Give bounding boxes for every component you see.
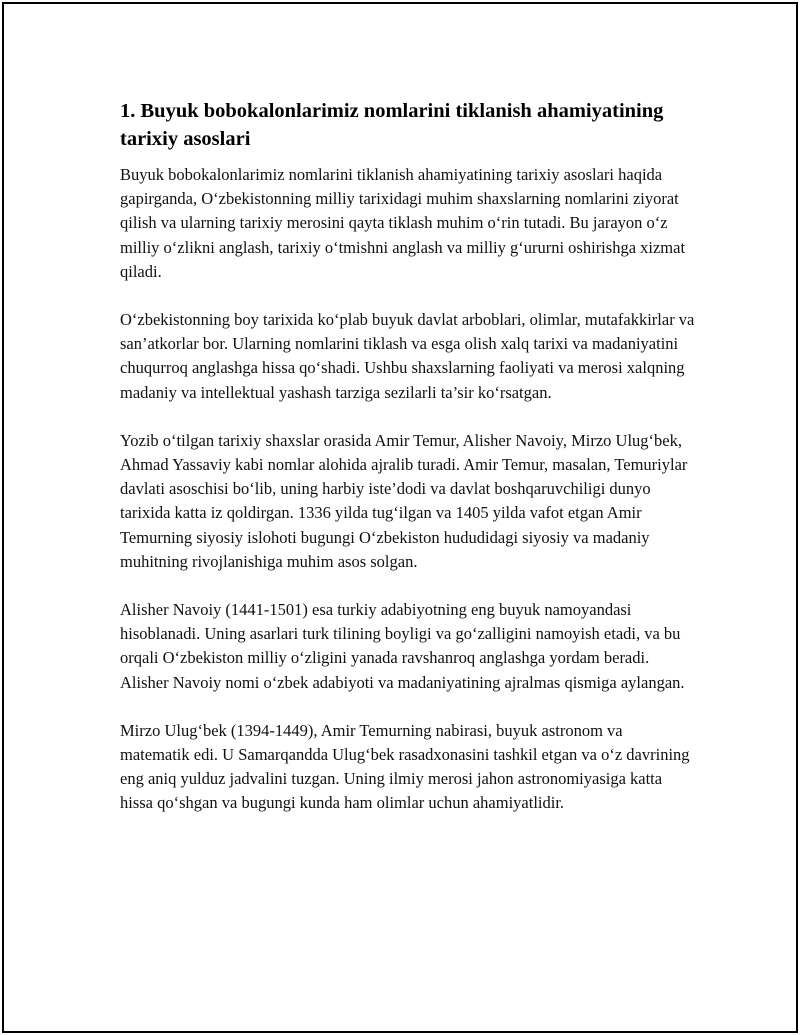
document-body [120,97,695,840]
paragraph-intro: Buyuk bobokalonlarimiz nomlarini tiklanish ahamiyatining tarixiy asoslari haqida gapirganda, O‘zbekistonning milliy tarixidagi muhim shaxslarning nomlarini ziyorat qilish va ularning tarixiy merosini qayta tiklash muhim o‘rin tutadi. Bu jarayon o‘z milliy o‘zlikni anglash, tarixiy o‘tmishni anglash va milliy g‘ururni oshirishga xizmat qiladi. [120,165,686,281]
document-page [2,2,798,1033]
paragraph-mirzo-ulugbek: Mirzo Ulug‘bek (1394-1449), Amir Temurning nabirasi, buyuk astronom va matematik edi. U Samarqandda Ulug‘bek rasadxonasini tashkil etgan va o‘z davrining eng aniq yulduz jadvalini tuzgan. Uning ilmiy merosi jahon astronomiyasiga katta hissa qo‘shgan va bugungi kunda ham olimlar uchun ahamiyatlidir. [120,720,690,813]
section-heading: 1. Buyuk bobokalonlarimiz nomlarini tiklanish ahamiyatining tarixiy asoslari [120,100,664,150]
paragraph-amir-temur: Yozib o‘tilgan tarixiy shaxslar orasida Amir Temur, Alisher Navoiy, Mirzo Ulug‘bek, Ahmad Yassaviy kabi nomlar alohida ajralib turadi. Amir Temur, masalan, Temuriylar davlati asoschisi bo‘lib, uning harbiy iste’dodi va davlat boshqaruvchiligi dunyo tarixida katta iz qoldirgan. 1336 yilda tug‘ilgan va 1405 yilda vafot etgan Amir Temurning siyosiy islohoti bugungi O‘zbekiston hududidagi siyosiy va madaniy muhitning rivojlanishiga muhim asos solgan. [120,430,688,571]
paragraph-alisher-navoiy: Alisher Navoiy (1441-1501) esa turkiy adabiyotning eng buyuk namoyandasi hisoblanadi. Uning asarlari turk tilining boyligi va go‘zalligini namoyish etadi, va bu orqali O‘zbekiston milliy o‘zligini yanada ravshanroq anglashga yordam beradi. Alisher Navoiy nomi o‘zbek adabiyoti va madaniyatining ajralmas qismiga aylangan. [120,600,685,692]
paragraph-historical-figures: O‘zbekistonning boy tarixida ko‘plab buyuk davlat arboblari, olimlar, mutafakkirlar va san’atkorlar bor. Ularning nomlarini tiklash va esga olish xalq tarixi va madaniyatini chuqurroq anglashga hissa qo‘shadi. Ushbu shaxslarning faoliyati va merosi xalqning madaniy va intellektual yashash tarziga sezilarli ta’sir ko‘rsatgan. [120,310,695,402]
